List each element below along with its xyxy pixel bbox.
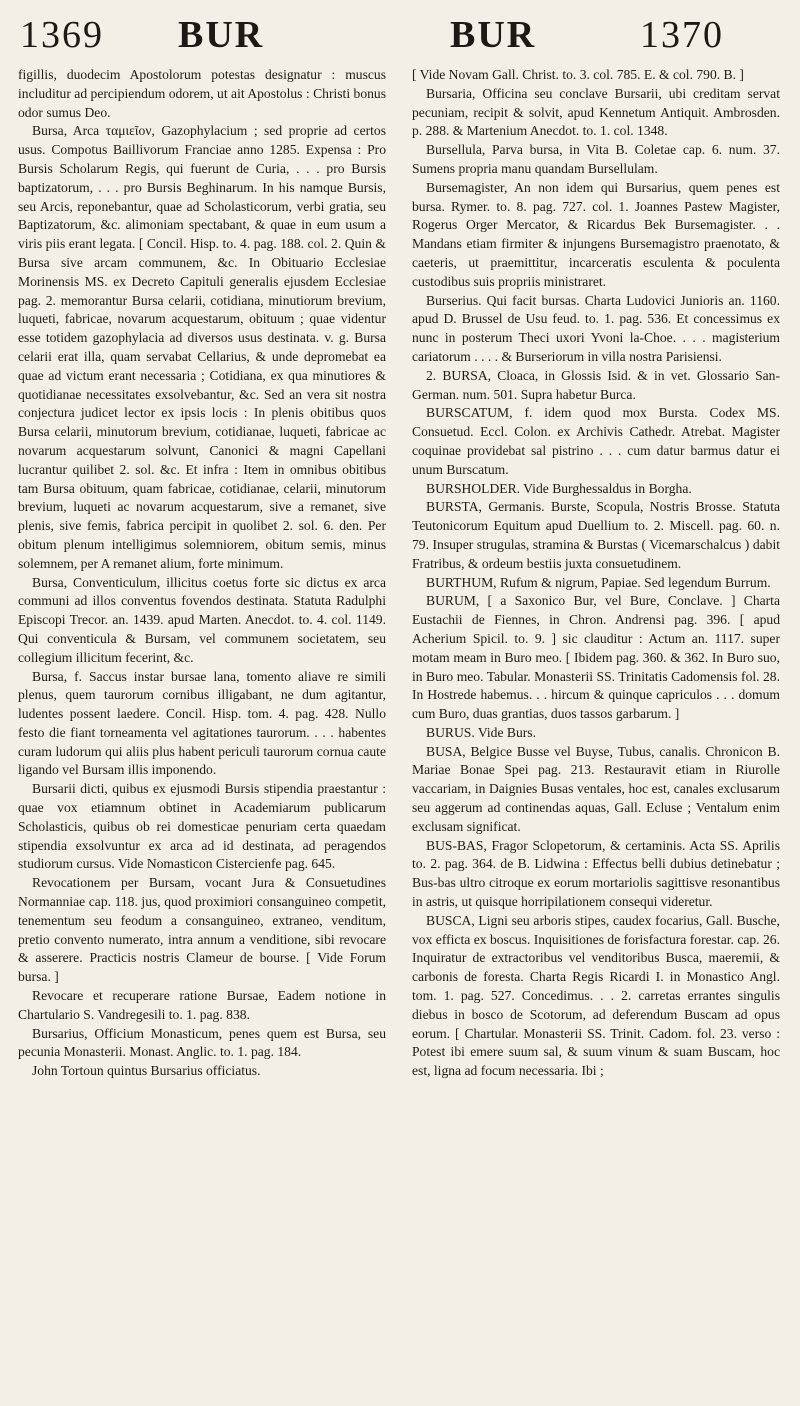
- entry-paragraph: John Tortoun quintus Bursarius officiatus.: [32, 1063, 261, 1079]
- entry-paragraph: Bursaria, Officina seu conclave Bursarii, ubi creditam servat pecuniam, recipit & solvit, apud Kennetum Antiquit. Ambrosden. p. 288. & Martenium Anecdot. to. 1. col. 1348.: [412, 85, 780, 139]
- entry-paragraph: BURUM, [ a Saxonico Bur, vel Bure, Conclave. ] Charta Eustachii de Fiennes, in Chron. Andrensi pag. 396. [ apud Acherium Spicil. to. 9. ] sic clauditur : Actum an. 1117. super motam meam in Buro meo. [ Ibidem pag. 360. & 362. In Buro suo, in Buro meo. Tabular. Monasterii SS. Trinitatis Cadomensis fol. 28. In Hostrede habemus. . . hircum & quinque capriculos . . . domum cum Buro, duas grantias, duos tassos garbarum. ]: [412, 593, 780, 722]
- entry-paragraph: BURUS. Vide Burs.: [426, 724, 536, 740]
- entry-paragraph: Burserius. Qui facit bursas. Charta Ludovici Junioris an. 1160. apud D. Brussel de Usu feud. to. 1. pag. 536. Et concessimus ex nunc in posterum Theci uxori Yvoni la-Choe. . . . magisterium cariatorum . . . . & Burseriorum in villa nostra Parisiensi.: [412, 292, 780, 364]
- entry-paragraph: Revocationem per Bursam, vocant Jura & Consuetudines Normanniae cap. 118. jus, quod proximiori consanguineo competit, tenementum seu feodum a consanguineo, extraneo, venditum, pretio convento numerato, intra annum a venditione, sibi revocare & asserere. Practicis nostris Clameur de bourse. [ Vide Forum bursa. ]: [18, 875, 386, 985]
- entry-paragraph: BURSHOLDER. Vide Burghessaldus in Borgha.: [426, 480, 692, 496]
- entry-paragraph: BUSCA, Ligni seu arboris stipes, caudex focarius, Gall. Busche, vox efficta ex boscus. Inquisitiones de forisfactura forestar. cap. 26. Inquiratur de extractoribus vel venditoribus Busca, maeremii, & carbonis de foresta. Charta Regis Ricardi I. in Monastico Angl. tom. 1. pag. 527. Concedimus. . . 2. carretas errantes singulis diebus in bosco de Scotorum, ad deferendum Buscam ad opus eorum. [ Chartular. Monasterii SS. Trinit. Cadom. fol. 23. verso : Potest ibi emere suum sal, & suum vinum & suam Buscam, hoc est, ligna ad focum necessaria. Ibi ;: [412, 912, 780, 1079]
- entry-paragraph: Bursa, Arca ταμιεῖον, Gazophylacium ; sed proprie ad certos usus. Compotus Baillivorum Franciae anno 1285. Expensa : Pro Bursis Scholarum Regis, qui fuerunt de Curia, . . . pro Bursis baptizatorum, . . . pro Bursis Beghinarum. In his namque Bursis, seu Arcis, reponebantur, quae ad Scholasticorum, verbi gratia, seu Baptizatorum, &c. alimoniam spectabant, & quae in eum usum a viris piis erant legata. [ Concil. Hisp. to. 4. pag. 188. col. 2. Quin & Bursa sive arcam communem, &c. In Obituario Ecclesiae Morinensis MS. ex Decreto Capituli generalis ejusdem Ecclesiae pag. 2. memorantur Bursa celarii, cotidiana, minutiorum brevium, luqueti, fabricae, novarum acquestarum, obituum ; quae videntur esse totidem gazophylacia ad diversos usus destinata. v. g. Bursa celarii erat illa, quam servabat Cellarius, & unde depromebat ea quae ad victum erant necessaria ; Cotidiana, ex qua minutiores & quotidianae necessitates exsolvebantur, &c. Sed an vera sit nostra conjectura judicet lector ex ipsis locis : In plenis obitibus quos Bursa celarii, minutorum brevium, cotidianae, luqueti, fabricae ac novarum acquestarum solvunt, Canonici & magni Capellani lucrantur quilibet 2. sol. &c. Et infra : Item in omnibus obitibus tam Bursa obituum, quam fabricae, cotidianae, celarii, minutorum brevium, luqueti ac novarum acquestarum, sive a remanet, sive plenis, sive femis, fabrica percipit in quolibet 2. sol. 6. den. Per obitum plenum intelligimus solemniorem, obitum semis, minus solemnem, per A remanet alium, forte minimum.: [18, 123, 386, 571]
- right-column: [412, 66, 780, 1391]
- entry-paragraph: Bursa, f. Saccus instar bursae lana, tomento aliave re simili plenus, quem taurorum cornibus illigabant, ne dum agitantur, ludentes possent laedere. Concil. Hisp. tom. 4. pag. 428. Nullo festo die fiant torneamenta vel agitationes taurorum. . . . habentes curam ludorum qui aliis plus habent periculi taurorum cornua caute ligando vel Bursam illis imponendo.: [18, 668, 386, 778]
- page-number-right: 1370: [640, 14, 724, 56]
- entry-paragraph: 2. BURSA, Cloaca, in Glossis Isid. & in vet. Glossario San-German. num. 501. Supra habetur Burca.: [412, 367, 780, 402]
- entry-paragraph: [ Vide Novam Gall. Christ. to. 3. col. 785. E. & col. 790. B. ]: [412, 67, 744, 82]
- entry-paragraph: figillis, duodecim Apostolorum potestas designatur : muscus includitur ad percipiendum odorem, ut ait Apostolus : Christi bonus odor sumus Deo.: [18, 67, 386, 120]
- entry-paragraph: BURTHUM, Rufum & nigrum, Papiae. Sed legendum Burrum.: [426, 574, 771, 590]
- entry-paragraph: Bursa, Conventiculum, illicitus coetus forte sic dictus ex arca communi ad illos conventus fovendos destinata. Statuta Radulphi Episcopi Trecor. an. 1439. apud Marten. Anecdot. to. 4. col. 1149. Qui conventicula & Bursam, vel communem societatem, seu collegium illicitum fecerint, &c.: [18, 574, 386, 665]
- left-column: [18, 66, 386, 1391]
- header-word-right: BUR: [450, 14, 537, 56]
- entry-paragraph: Bursarii dicti, quibus ex ejusmodi Bursis stipendia praestantur : quae vox etiamnum obtinet in Academiarum publicarum Scholasticis, quibus ob rei domesticae penuriam certa quaedam stipendia exsolvuntur ex arca ad id destinata, ad peragendos studiorum cursus. Vide Nomasticon Cistercienfe pag. 645.: [18, 781, 386, 872]
- entry-paragraph: BUSA, Belgice Busse vel Buyse, Tubus, canalis. Chronicon B. Mariae Bonae Spei pag. 213. Restauravit etiam in Riurolle vaccariam, in Daignies Busas ventales, hoc est, canales exclusarum seu aggerum ad continendas aquas, Gall. Ecluse ; Ventalum enim exclusam significat.: [412, 743, 780, 834]
- entry-paragraph: Bursarius, Officium Monasticum, penes quem est Bursa, seu pecunia Monasterii. Monast. Anglic. to. 1. pag. 184.: [18, 1025, 386, 1060]
- entry-paragraph: Bursemagister, An non idem qui Bursarius, quem penes est bursa. Rymer. to. 8. pag. 727. col. 1. Joannes Pastew Magister, Rogerus Orger Mercator, & Ricardus Bek Bursemagister. . . Mandans etiam firmiter & injungens Bursemagistro praenotato, & caeteris, ut praemittitur, incarceratis esculenta & poculenta custodibus suis propriis ministraret.: [412, 179, 780, 289]
- entry-paragraph: BURSTA, Germanis. Burste, Scopula, Nostris Brosse. Statuta Teutonicorum Equitum apud Duellium to. 2. Miscell. pag. 60. n. 79. Insuper strugulas, stramina & Burstas ( Vicemarschalcus ) dabit Fratribus, & ordeum bestiis juxta consuetudinem.: [412, 499, 780, 571]
- entry-paragraph: Bursellula, Parva bursa, in Vita B. Coletae cap. 6. num. 37. Sumens propria manu quandam Bursellulam.: [412, 142, 780, 176]
- header-word-left: BUR: [178, 14, 265, 56]
- running-header: [0, 10, 800, 60]
- page-number-left: 1369: [20, 14, 104, 56]
- entry-paragraph: BUS-BAS, Fragor Sclopetorum, & certaminis. Acta SS. Aprilis to. 2. pag. 364. de B. Lidwina : Effectus belli dubius detinebatur ; Bus-bas ultro citroque ex eorum mortariolis sagittisve resonantibus in astris, ut quisque horripilationem consequi videretur.: [412, 837, 780, 910]
- entry-paragraph: BURSCATUM, f. idem quod mox Bursta. Codex MS. Consuetud. Eccl. Colon. ex Archivis Cathedr. Atrebat. Magister coquinae providebat sal pistrino . . . cum datur barmus datur ei unum Burscatum.: [412, 405, 780, 477]
- entry-paragraph: Revocare et recuperare ratione Bursae, Eadem notione in Chartulario S. Vandregesili to. 1. pag. 838.: [18, 988, 386, 1022]
